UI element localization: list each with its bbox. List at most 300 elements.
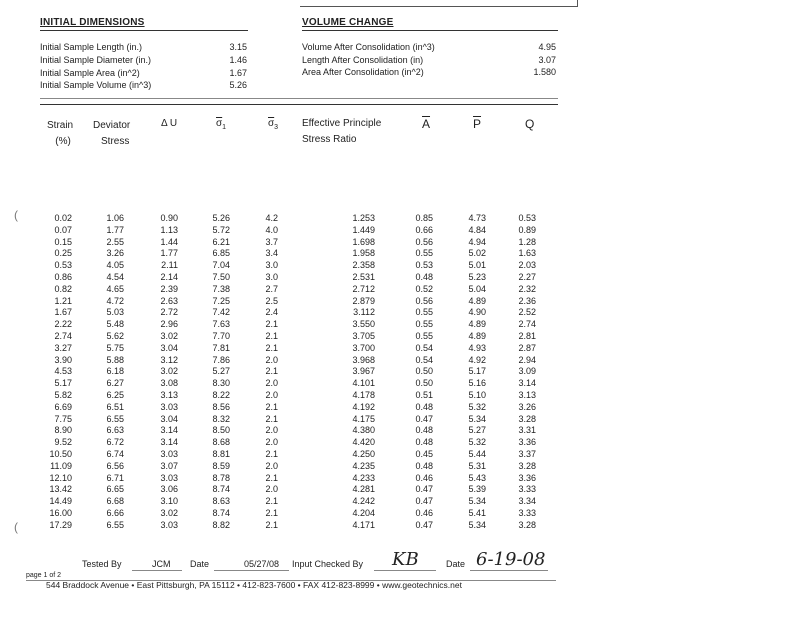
cell-q: 2.27 [518, 271, 536, 282]
cell-delta-u: 3.14 [160, 437, 178, 448]
initial-dimensions-rule [40, 30, 248, 31]
cell-strain: 9.52 [54, 437, 72, 448]
cell-p: 4.89 [468, 319, 486, 330]
cell-sigma3: 2.0 [265, 378, 278, 389]
cell-a: 0.45 [415, 448, 433, 459]
cell-deviator-stress: 5.75 [106, 342, 124, 353]
cell-sigma3: 2.0 [265, 460, 278, 471]
cell-stress-ratio: 3.968 [352, 354, 375, 365]
cell-deviator-stress: 6.71 [106, 472, 124, 483]
cell-stress-ratio: 4.281 [352, 484, 375, 495]
cell-p: 5.16 [468, 378, 486, 389]
cell-stress-ratio: 1.958 [352, 248, 375, 259]
cell-a: 0.47 [415, 413, 433, 424]
date2-label: Date [446, 559, 466, 569]
initial-dimensions-title: INITIAL DIMENSIONS [40, 17, 145, 28]
cell-deviator-stress: 6.63 [106, 425, 124, 436]
cell-deviator-stress: 6.74 [106, 448, 124, 459]
cell-strain: 5.82 [54, 389, 72, 400]
cell-p: 4.89 [468, 295, 486, 306]
cell-deviator-stress: 6.66 [106, 507, 124, 518]
cell-a: 0.48 [415, 271, 433, 282]
cell-stress-ratio: 3.967 [352, 366, 375, 377]
cell-q: 0.53 [518, 213, 536, 223]
cell-p: 5.41 [468, 507, 486, 518]
dim-value-length: 3.15 [229, 42, 247, 52]
cell-sigma1: 8.30 [212, 378, 230, 389]
cell-sigma3: 2.1 [265, 342, 278, 353]
table-row [40, 355, 560, 367]
cell-sigma3: 2.1 [265, 472, 278, 483]
cell-q: 3.26 [518, 401, 536, 412]
dim-label-diameter: Initial Sample Diameter (in.) [40, 55, 152, 65]
cell-p: 4.89 [468, 330, 486, 341]
cell-p: 5.34 [468, 519, 486, 530]
cell-sigma3: 4.0 [265, 224, 278, 235]
cell-a: 0.51 [415, 389, 433, 400]
cell-deviator-stress: 5.48 [106, 319, 124, 330]
col-header-a: $\overline{A}$ [422, 117, 431, 131]
cell-sigma3: 4.2 [265, 213, 278, 223]
cell-sigma3: 2.1 [265, 448, 278, 459]
cell-sigma1: 6.21 [212, 236, 230, 247]
cell-a: 0.66 [415, 224, 433, 235]
cell-a: 0.85 [415, 213, 433, 223]
cell-a: 0.55 [415, 248, 433, 259]
col-header-strain-label: Strain [47, 120, 74, 131]
cell-sigma1: 8.56 [212, 401, 230, 412]
cell-delta-u: 1.44 [160, 236, 178, 247]
cell-a: 0.56 [415, 236, 433, 247]
cell-delta-u: 3.03 [160, 401, 178, 412]
cell-a: 0.50 [415, 378, 433, 389]
cell-deviator-stress: 6.55 [106, 413, 124, 424]
table-row [40, 473, 560, 485]
cell-p: 5.10 [468, 389, 486, 400]
col-header-delta-u: Δ U [161, 118, 178, 129]
table-row [40, 272, 560, 284]
table-row [40, 248, 560, 260]
table-row [40, 331, 560, 343]
cell-delta-u: 3.12 [160, 354, 178, 365]
cell-sigma1: 5.27 [212, 366, 230, 377]
cell-p: 5.27 [468, 425, 486, 436]
cell-sigma1: 7.25 [212, 295, 230, 306]
table-row [40, 437, 560, 449]
cell-p: 4.90 [468, 307, 486, 318]
cell-sigma1: 7.81 [212, 342, 230, 353]
cell-stress-ratio: 1.698 [352, 236, 375, 247]
company-address: 544 Braddock Avenue • East Pittsburgh, PA 15112 • 412-823-7600 • FAX 412-823-8999 • www.geotechnics.net [46, 580, 462, 590]
cell-strain: 0.07 [54, 224, 72, 235]
cell-delta-u: 3.06 [160, 484, 178, 495]
cell-q: 3.28 [518, 413, 536, 424]
cell-deviator-stress: 6.65 [106, 484, 124, 495]
cell-stress-ratio: 4.171 [352, 519, 375, 530]
tested-by-value: JCM [152, 559, 171, 569]
cell-q: 3.36 [518, 437, 536, 448]
cell-sigma1: 8.50 [212, 425, 230, 436]
cell-deviator-stress: 5.88 [106, 354, 124, 365]
table-row [40, 390, 560, 402]
checked-by-line [374, 570, 436, 571]
cell-delta-u: 1.77 [160, 248, 178, 259]
cell-deviator-stress: 6.25 [106, 389, 124, 400]
cell-stress-ratio: 3.700 [352, 342, 375, 353]
cell-stress-ratio: 4.380 [352, 425, 375, 436]
cell-delta-u: 3.02 [160, 507, 178, 518]
cell-deviator-stress: 5.03 [106, 307, 124, 318]
cell-sigma1: 7.70 [212, 330, 230, 341]
cell-q: 2.94 [518, 354, 536, 365]
cell-stress-ratio: 4.101 [352, 378, 375, 389]
cell-p: 5.32 [468, 437, 486, 448]
col-header-ratio-sub: Stress Ratio [302, 134, 357, 145]
cell-sigma3: 2.0 [265, 425, 278, 436]
cell-sigma1: 8.32 [212, 413, 230, 424]
vol-label-length: Length After Consolidation (in) [302, 55, 424, 65]
cell-strain: 17.29 [49, 519, 72, 530]
cell-deviator-stress: 4.72 [106, 295, 124, 306]
cell-sigma3: 2.1 [265, 413, 278, 424]
cell-strain: 1.21 [54, 295, 72, 306]
cell-strain: 2.22 [54, 319, 72, 330]
cell-strain: 10.50 [49, 448, 72, 459]
top-border [300, 6, 578, 7]
table-row [40, 484, 560, 496]
cell-sigma3: 2.0 [265, 437, 278, 448]
cell-p: 4.93 [468, 342, 486, 353]
cell-sigma1: 7.04 [212, 260, 230, 271]
cell-q: 1.28 [518, 236, 536, 247]
volume-change-title: VOLUME CHANGE [302, 17, 394, 28]
col-header-sigma3-sub: 3 [274, 124, 279, 131]
cell-q: 1.63 [518, 248, 536, 259]
cell-q: 2.81 [518, 330, 536, 341]
cell-p: 4.92 [468, 354, 486, 365]
cell-stress-ratio: 2.712 [352, 283, 375, 294]
table-row [40, 414, 560, 426]
col-header-deviator-sub: Stress [101, 136, 130, 147]
cell-delta-u: 3.03 [160, 519, 178, 530]
table-row [40, 225, 560, 237]
page-number: page 1 of 2 [26, 572, 62, 579]
cell-strain: 12.10 [49, 472, 72, 483]
cell-p: 5.34 [468, 413, 486, 424]
table-row [40, 343, 560, 355]
cell-p: 5.23 [468, 271, 486, 282]
cell-sigma1: 8.59 [212, 460, 230, 471]
cell-deviator-stress: 2.55 [106, 236, 124, 247]
cell-delta-u: 3.02 [160, 330, 178, 341]
cell-sigma3: 2.1 [265, 496, 278, 507]
vol-label-area: Area After Consolidation (in^2) [302, 67, 424, 77]
cell-a: 0.55 [415, 319, 433, 330]
cell-p: 5.39 [468, 484, 486, 495]
cell-delta-u: 3.08 [160, 378, 178, 389]
cell-deviator-stress: 6.27 [106, 378, 124, 389]
table-row [40, 508, 560, 520]
col-header-deviator [93, 118, 130, 150]
cell-q: 2.36 [518, 295, 536, 306]
cell-strain: 11.09 [50, 460, 72, 471]
cell-strain: 7.75 [54, 413, 72, 424]
cell-p: 5.02 [468, 248, 486, 259]
cell-stress-ratio: 2.531 [352, 271, 375, 282]
cell-sigma3: 2.1 [265, 366, 278, 377]
dim-value-diameter: 1.46 [229, 55, 247, 65]
cell-sigma3: 2.7 [265, 283, 278, 294]
cell-stress-ratio: 4.192 [352, 401, 375, 412]
cell-stress-ratio: 3.112 [353, 307, 375, 318]
cell-p: 5.31 [468, 460, 486, 471]
table-row [40, 461, 560, 473]
cell-stress-ratio: 4.235 [352, 460, 375, 471]
header-rule-2 [40, 104, 558, 105]
cell-delta-u: 3.07 [160, 460, 178, 471]
col-header-sigma3 [268, 116, 278, 136]
date2-line [470, 570, 548, 571]
vol-value-volume: 4.95 [538, 42, 556, 52]
cell-sigma1: 5.72 [212, 224, 230, 235]
table-row [40, 284, 560, 296]
cell-deviator-stress: 4.65 [106, 283, 124, 294]
cell-strain: 1.67 [54, 307, 72, 318]
date2-signature: 6-19-08 [476, 549, 546, 570]
cell-q: 3.33 [518, 484, 536, 495]
col-header-sigma1-symbol: $\overline{\sigma}$ [216, 118, 223, 129]
cell-q: 0.89 [518, 224, 536, 235]
cell-delta-u: 0.90 [160, 213, 178, 223]
vol-value-length: 3.07 [538, 55, 556, 65]
cell-p: 5.43 [468, 472, 486, 483]
cell-stress-ratio: 4.242 [352, 496, 375, 507]
cell-sigma3: 3.0 [265, 271, 278, 282]
cell-p: 4.94 [468, 236, 486, 247]
cell-deviator-stress: 1.06 [106, 213, 124, 223]
dim-label-area: Initial Sample Area (in^2) [40, 68, 140, 78]
cell-delta-u: 3.03 [160, 448, 178, 459]
cell-deviator-stress: 1.77 [106, 224, 124, 235]
cell-a: 0.48 [415, 460, 433, 471]
col-header-sigma3-symbol: $\overline{\sigma}$ [268, 118, 275, 129]
cell-delta-u: 2.72 [160, 307, 178, 318]
cell-stress-ratio: 2.879 [352, 295, 375, 306]
tested-by-line [132, 570, 182, 571]
cell-p: 4.73 [468, 213, 486, 223]
cell-q: 2.74 [518, 319, 536, 330]
cell-sigma3: 2.0 [265, 389, 278, 400]
col-header-sigma1-sub: 1 [222, 124, 227, 131]
header-rule-1 [40, 98, 558, 99]
cell-sigma1: 6.85 [212, 248, 230, 259]
data-table [40, 213, 560, 532]
cell-strain: 0.25 [54, 248, 72, 259]
cell-stress-ratio: 4.250 [352, 448, 375, 459]
cell-deviator-stress: 6.55 [106, 519, 124, 530]
cell-a: 0.46 [415, 507, 433, 518]
cell-sigma1: 8.74 [212, 507, 230, 518]
cell-strain: 0.53 [54, 260, 72, 271]
cell-a: 0.54 [415, 342, 433, 353]
date-line [214, 570, 289, 571]
top-border-right [577, 0, 578, 7]
cell-strain: 3.27 [54, 342, 72, 353]
cell-sigma3: 2.1 [265, 319, 278, 330]
cell-sigma3: 2.0 [265, 354, 278, 365]
cell-sigma1: 8.81 [212, 448, 230, 459]
table-row [40, 296, 560, 308]
cell-delta-u: 3.10 [160, 496, 178, 507]
margin-mark-left-2: ( [14, 520, 18, 534]
cell-sigma1: 8.74 [212, 484, 230, 495]
col-header-deviator-label: Deviator [93, 120, 131, 131]
cell-q: 2.03 [518, 260, 536, 271]
cell-strain: 3.90 [54, 354, 72, 365]
cell-strain: 13.42 [49, 484, 72, 495]
cell-a: 0.54 [415, 354, 433, 365]
cell-sigma3: 3.0 [265, 260, 278, 271]
table-row [40, 520, 560, 532]
cell-sigma1: 8.82 [212, 519, 230, 530]
cell-strain: 6.69 [54, 401, 72, 412]
col-header-q: Q [525, 117, 535, 131]
cell-deviator-stress: 4.05 [106, 260, 124, 271]
cell-a: 0.47 [415, 496, 433, 507]
cell-delta-u: 2.11 [161, 260, 178, 271]
date-label: Date [190, 559, 210, 569]
cell-a: 0.47 [415, 484, 433, 495]
cell-stress-ratio: 1.449 [352, 224, 375, 235]
cell-a: 0.50 [415, 366, 433, 377]
dim-label-length: Initial Sample Length (in.) [40, 42, 143, 52]
cell-stress-ratio: 3.705 [352, 330, 375, 341]
cell-sigma1: 7.42 [212, 307, 230, 318]
cell-strain: 5.17 [54, 378, 72, 389]
col-header-sigma1 [216, 116, 226, 136]
cell-sigma3: 2.1 [265, 330, 278, 341]
cell-deviator-stress: 6.68 [106, 496, 124, 507]
cell-stress-ratio: 4.178 [352, 389, 375, 400]
cell-delta-u: 3.04 [160, 342, 178, 353]
cell-a: 0.56 [415, 295, 433, 306]
table-row [40, 213, 560, 225]
cell-deviator-stress: 5.62 [106, 330, 124, 341]
cell-p: 5.32 [468, 401, 486, 412]
cell-sigma1: 7.38 [212, 283, 230, 294]
cell-delta-u: 2.63 [160, 295, 178, 306]
cell-delta-u: 3.02 [160, 366, 178, 377]
cell-strain: 0.82 [54, 283, 72, 294]
cell-strain: 16.00 [49, 507, 72, 518]
table-row [40, 378, 560, 390]
cell-sigma3: 2.1 [265, 507, 278, 518]
cell-delta-u: 2.96 [160, 319, 178, 330]
cell-sigma3: 2.5 [265, 295, 278, 306]
volume-change-rule [302, 30, 558, 31]
cell-stress-ratio: 4.420 [352, 437, 375, 448]
cell-a: 0.53 [415, 260, 433, 271]
cell-p: 4.84 [468, 224, 486, 235]
cell-strain: 0.86 [54, 271, 72, 282]
cell-a: 0.48 [415, 437, 433, 448]
cell-p: 5.01 [468, 260, 486, 271]
cell-sigma1: 5.26 [212, 213, 230, 223]
table-row [40, 319, 560, 331]
cell-q: 3.37 [518, 448, 536, 459]
cell-deviator-stress: 6.56 [106, 460, 124, 471]
cell-a: 0.55 [415, 307, 433, 318]
cell-a: 0.48 [415, 425, 433, 436]
cell-sigma1: 8.22 [212, 389, 230, 400]
cell-delta-u: 3.14 [160, 425, 178, 436]
cell-delta-u: 1.13 [160, 224, 178, 235]
cell-q: 3.09 [518, 366, 536, 377]
cell-sigma3: 2.0 [265, 484, 278, 495]
table-row [40, 307, 560, 319]
col-header-p: $\overline{P}$ [473, 117, 482, 131]
cell-q: 3.13 [518, 389, 536, 400]
table-row [40, 402, 560, 414]
cell-strain: 14.49 [49, 496, 72, 507]
cell-a: 0.55 [415, 330, 433, 341]
cell-sigma1: 7.63 [212, 319, 230, 330]
cell-sigma1: 7.86 [212, 354, 230, 365]
table-row [40, 496, 560, 508]
cell-sigma1: 8.63 [212, 496, 230, 507]
cell-sigma1: 7.50 [212, 271, 230, 282]
cell-q: 3.34 [518, 496, 536, 507]
table-row [40, 237, 560, 249]
table-row [40, 449, 560, 461]
checked-by-signature: KB [392, 549, 419, 570]
cell-delta-u: 2.14 [160, 271, 178, 282]
cell-sigma3: 3.7 [265, 236, 278, 247]
cell-q: 3.14 [518, 378, 536, 389]
cell-sigma3: 2.1 [265, 519, 278, 530]
cell-strain: 2.74 [54, 330, 72, 341]
cell-strain: 4.53 [54, 366, 72, 377]
table-row [40, 366, 560, 378]
cell-deviator-stress: 6.51 [106, 401, 124, 412]
cell-delta-u: 3.03 [160, 472, 178, 483]
cell-q: 3.28 [518, 460, 536, 471]
cell-deviator-stress: 6.18 [106, 366, 124, 377]
cell-strain: 0.02 [54, 213, 72, 223]
tested-by-label: Tested By [82, 559, 122, 569]
cell-delta-u: 2.39 [160, 283, 178, 294]
cell-stress-ratio: 3.550 [352, 319, 375, 330]
cell-a: 0.52 [415, 283, 433, 294]
cell-q: 3.36 [518, 472, 536, 483]
cell-sigma3: 3.4 [265, 248, 278, 259]
margin-mark-left-1: ( [14, 208, 18, 222]
cell-stress-ratio: 1.253 [352, 213, 375, 223]
cell-delta-u: 3.13 [160, 389, 178, 400]
cell-sigma3: 2.4 [265, 307, 278, 318]
cell-deviator-stress: 3.26 [106, 248, 124, 259]
cell-strain: 8.90 [54, 425, 72, 436]
cell-p: 5.34 [468, 496, 486, 507]
cell-deviator-stress: 4.54 [106, 271, 124, 282]
cell-sigma1: 8.68 [212, 437, 230, 448]
cell-q: 2.87 [518, 342, 536, 353]
dim-value-volume: 5.26 [229, 80, 247, 90]
cell-stress-ratio: 4.204 [352, 507, 375, 518]
input-checked-label: Input Checked By [292, 559, 364, 569]
cell-q: 3.31 [518, 425, 536, 436]
cell-q: 2.32 [518, 283, 536, 294]
